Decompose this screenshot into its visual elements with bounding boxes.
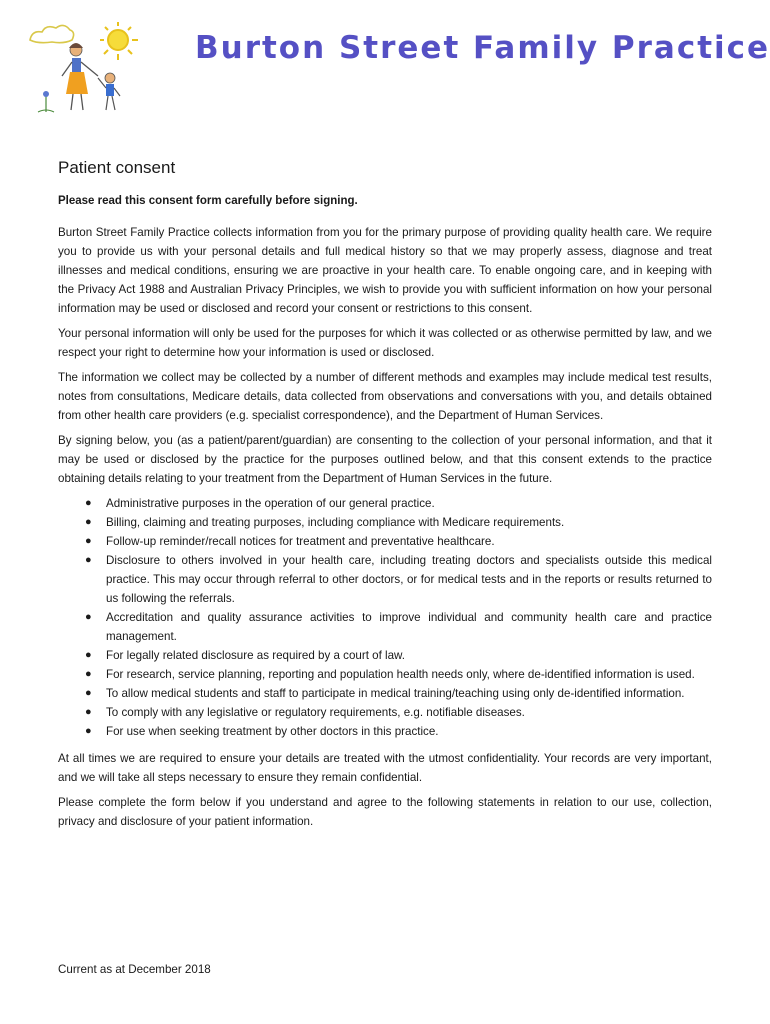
paragraph: At all times we are required to ensure your details are treated with the utmost confidentiality. Your records are very important, and we will take all steps necessary to ensure they remain confidential. [58, 752, 712, 784]
list-item-text: Administrative purposes in the operation of our general practice. [106, 497, 435, 510]
list-item [58, 665, 712, 684]
list-item-text: Disclosure to others involved in your health care, including treating doctors and specialists outside this medical practice. This may occur through referral to other doctors, or for medical tests and in the reports or results returned to us following the referrals. [106, 554, 712, 605]
adult-figure-icon [62, 43, 98, 110]
purposes-list [58, 494, 712, 741]
footer-date: Current as at December 2018 [58, 963, 211, 976]
list-item [58, 532, 712, 551]
list-item [58, 703, 712, 722]
list-item-text: For use when seeking treatment by other doctors in this practice. [106, 725, 439, 738]
bullet-icon: ● [85, 668, 92, 680]
list-item [58, 608, 712, 646]
bullet-icon: ● [85, 554, 92, 566]
list-item [58, 494, 712, 513]
bullet-icon: ● [85, 535, 92, 547]
list-item-text: To allow medical students and staff to participate in medical training/teaching using only de-identified information. [106, 687, 685, 700]
paragraph: The information we collect may be collected by a number of different methods and examples may include medical test results, notes from consultations, Medicare details, data collected from observations and conversations with you, and details obtained from other health care providers (e.g. specialist correspondence), and the Department of Human Services. [58, 371, 712, 422]
bullet-icon: ● [85, 497, 92, 509]
sun-icon [100, 22, 138, 60]
page-title: Patient consent [58, 158, 176, 177]
child-figure-icon [98, 73, 120, 110]
paragraph: Burton Street Family Practice collects information from you for the primary purpose of providing quality health care. We require you to provide us with your personal details and full medical history so that we may properly assess, diagnose and treat illnesses and medical conditions, ensuring we are proactive in your health care. To enable ongoing care, and in keeping with the Privacy Act 1988 and Australian Privacy Principles, we wish to provide you with sufficient information on how your personal information may be used or disclosed and record your consent or restrictions to this consent. [58, 226, 712, 315]
bullet-icon: ● [85, 725, 92, 737]
list-item-text: Follow-up reminder/recall notices for treatment and preventative healthcare. [106, 535, 495, 548]
list-item [58, 646, 712, 665]
list-item [58, 513, 712, 532]
paragraph: By signing below, you (as a patient/parent/guardian) are consenting to the collection of your personal information, and that it may be used or disclosed by the practice for the purposes outlined below, and that this consent extends to the practice obtaining details relating to your treatment from the Department of Human Services in the future. [58, 434, 712, 485]
list-item [58, 551, 712, 608]
flower-icon [38, 91, 54, 112]
bullet-icon: ● [85, 611, 92, 623]
paragraph: Please complete the form below if you understand and agree to the following statements in relation to our use, collection, privacy and disclosure of your patient information. [58, 796, 712, 828]
bullet-icon: ● [85, 687, 92, 699]
practice-name-heading: Burton Street Family Practice [195, 30, 770, 66]
list-item-text: Accreditation and quality assurance activities to improve individual and community health care and practice management. [106, 611, 712, 643]
list-item [58, 722, 712, 741]
list-item-text: To comply with any legislative or regulatory requirements, e.g. notifiable diseases. [106, 706, 525, 719]
list-item-text: For legally related disclosure as required by a court of law. [106, 649, 406, 662]
list-item [58, 684, 712, 703]
bullet-icon: ● [85, 649, 92, 661]
bullet-icon: ● [85, 706, 92, 718]
family-drawing-logo [24, 18, 144, 118]
list-item-text: Billing, claiming and treating purposes, including compliance with Medicare requirements. [106, 516, 565, 529]
consent-content [58, 158, 712, 837]
paragraph: Your personal information will only be used for the purposes for which it was collected or as otherwise permitted by law, and we respect your right to determine how your information is used or disclosed. [58, 327, 712, 359]
subtitle: Please read this consent form carefully before signing. [58, 195, 358, 207]
cloud-icon [30, 25, 74, 42]
bullet-icon: ● [85, 516, 92, 528]
list-item-text: For research, service planning, reporting and population health needs only, where de-identified information is used. [106, 668, 695, 681]
